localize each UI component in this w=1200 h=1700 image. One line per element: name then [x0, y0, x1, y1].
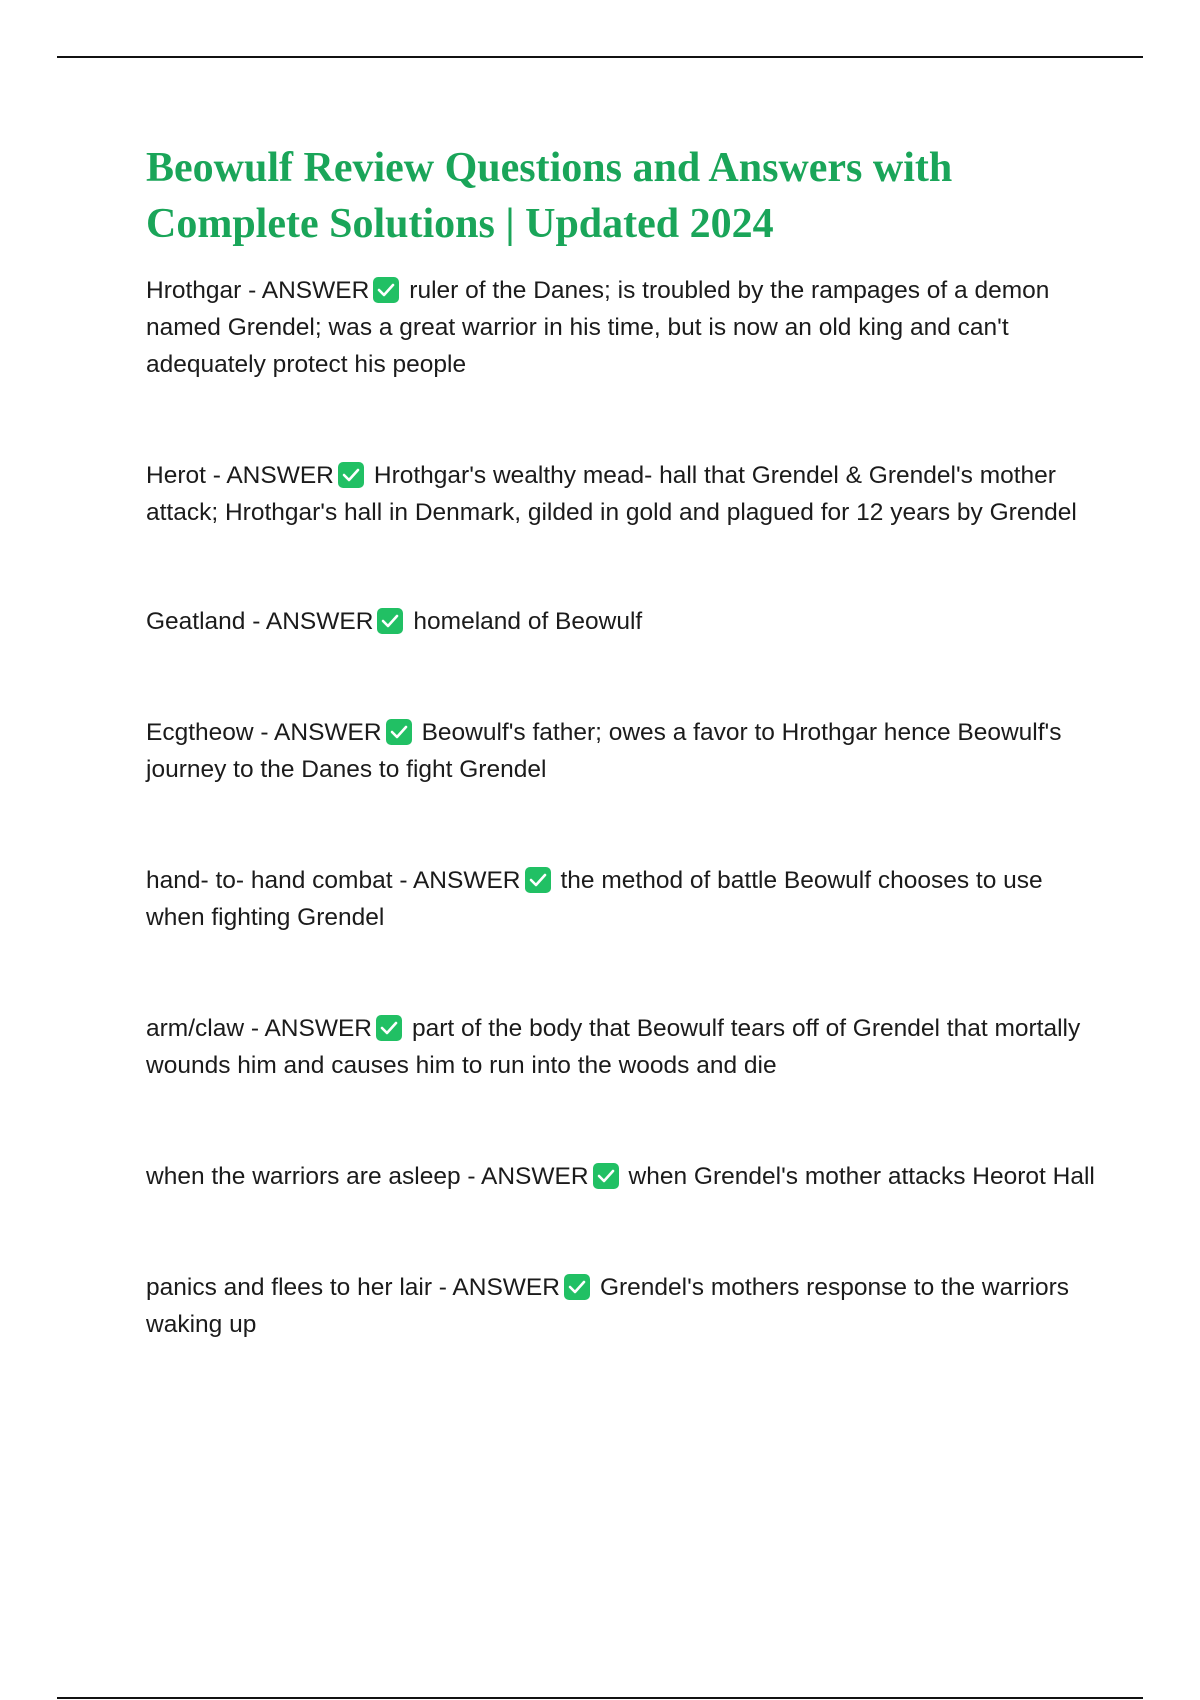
answer-label: ANSWER — [261, 277, 370, 304]
qa-item: Herot - ANSWER Hrothgar's wealthy mead- hall that Grendel & Grendel's mother attack; Hrothgar's hall in Denmark, gilded in gold and plagued for 12 years by Grendel — [146, 462, 1077, 526]
green-check-icon — [386, 719, 412, 745]
qa-answer: homeland of Beowulf — [413, 608, 643, 635]
green-check-icon — [377, 608, 403, 634]
green-check-icon — [525, 867, 551, 893]
qa-term: Hrothgar — [146, 277, 242, 304]
green-check-icon — [338, 462, 364, 488]
answer-label: ANSWER — [265, 608, 374, 635]
qa-term: Herot — [146, 462, 206, 489]
qa-answer: when Grendel's mother attacks Heorot Hall — [628, 1163, 1095, 1190]
qa-term: Ecgtheow — [146, 719, 254, 746]
qa-item: Ecgtheow - ANSWER Beowulf's father; owes a favor to Hrothgar hence Beowulf's journey to the Danes to fight Grendel — [146, 719, 1062, 783]
qa-item: hand- to- hand combat - ANSWER the method of battle Beowulf chooses to use when fighting Grendel — [146, 867, 1043, 931]
qa-term: panics and flees to her lair — [146, 1274, 432, 1301]
green-check-icon — [593, 1163, 619, 1189]
qa-answer: Hrothgar's wealthy mead- hall that Grendel & Grendel's mother attack; Hrothgar's hall in Denmark, gilded in gold and plagued for 12 years by Grendel — [146, 462, 1077, 526]
answer-label: ANSWER — [412, 867, 521, 894]
green-check-icon — [564, 1274, 590, 1300]
document-body — [146, 140, 1106, 1343]
answer-label: ANSWER — [481, 1163, 589, 1190]
header-rule — [57, 56, 1143, 58]
qa-answer: the method of battle Beowulf chooses to use when fighting Grendel — [146, 867, 1043, 931]
qa-term: arm/claw — [146, 1015, 245, 1042]
qa-answer: part of the body that Beowulf tears off of Grendel that mortally wounds him and causes him to run into the woods and die — [146, 1015, 1081, 1079]
qa-item: when the warriors are asleep - ANSWER when Grendel's mother attacks Heorot Hall — [146, 1163, 1095, 1190]
answer-label: ANSWER — [264, 1015, 372, 1042]
qa-term: hand- to- hand combat — [146, 867, 393, 894]
footer-rule — [57, 1697, 1143, 1699]
qa-item: Hrothgar - ANSWER ruler of the Danes; is troubled by the rampages of a demon named Grendel; was a great warrior in his time, but is now an old king and can't adequately protect his people — [146, 277, 1050, 378]
qa-item: Geatland - ANSWER homeland of Beowulf — [146, 608, 643, 635]
answer-label: ANSWER — [452, 1274, 560, 1301]
answer-label: ANSWER — [226, 462, 334, 489]
document-title: Beowulf Review Questions and Answers with Complete Solutions | Updated 2024 — [146, 145, 953, 247]
qa-answer: Beowulf's father; owes a favor to Hrothgar hence Beowulf's journey to the Danes to fight Grendel — [146, 719, 1062, 783]
qa-answer: Grendel's mothers response to the warriors waking up — [146, 1274, 1069, 1338]
qa-item: panics and flees to her lair - ANSWER Grendel's mothers response to the warriors waking up — [146, 1274, 1069, 1338]
green-check-icon — [373, 277, 399, 303]
answer-label: ANSWER — [274, 719, 382, 746]
qa-term: Geatland — [146, 608, 246, 635]
green-check-icon — [376, 1015, 402, 1041]
qa-item: arm/claw - ANSWER part of the body that Beowulf tears off of Grendel that mortally wounds him and causes him to run into the woods and die — [146, 1015, 1081, 1079]
qa-answer: ruler of the Danes; is troubled by the rampages of a demon named Grendel; was a great warrior in his time, but is now an old king and can't adequately protect his people — [146, 277, 1050, 378]
qa-term: when the warriors are asleep — [146, 1163, 461, 1190]
